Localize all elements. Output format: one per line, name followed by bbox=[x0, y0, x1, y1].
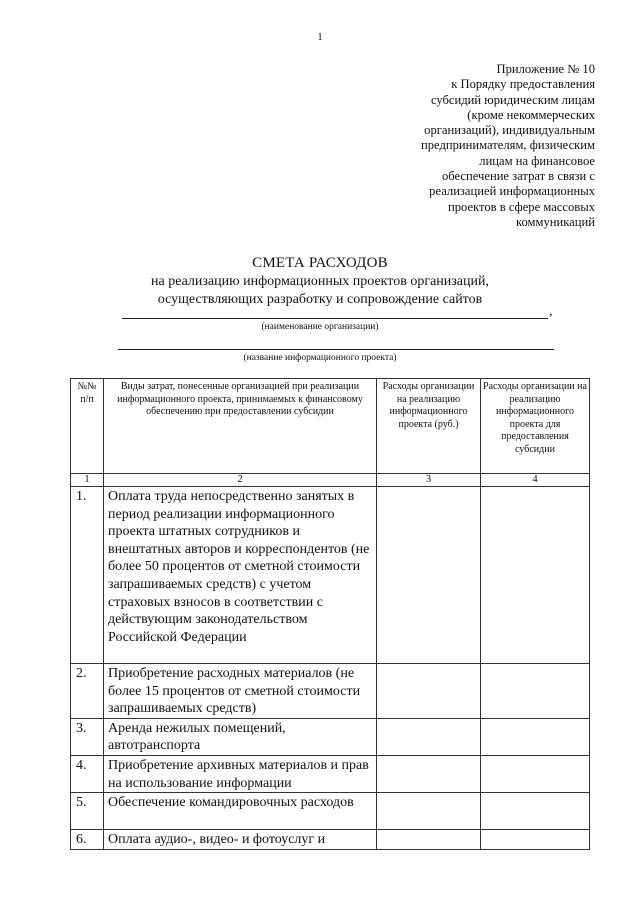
appendix-line: предпринимателям, физическим bbox=[421, 138, 595, 153]
header-organization-expenses: Расходы организации на реализацию информационного проекта (руб.) bbox=[377, 379, 481, 474]
column-number: 1 bbox=[71, 474, 104, 487]
table-row bbox=[71, 830, 590, 850]
row-organization-amount-cell[interactable] bbox=[377, 755, 481, 792]
row-expense-description: Обеспечение командировочных расходов bbox=[104, 793, 377, 830]
header-expense-type: Виды затрат, понесенные организацией при реализации информационного проекта, принимаемых к финансовому обеспечению при предоставлении субсидии bbox=[104, 379, 377, 474]
row-subsidy-amount-cell[interactable] bbox=[481, 793, 590, 830]
table-header-row bbox=[71, 379, 590, 474]
document-heading bbox=[0, 254, 640, 309]
row-expense-description: Оплата труда непосредственно занятых в период реализации информационного проекта штатных сотрудников и внештатных авторов и корреспондентов (не более 50 процентов от сметной стоимости запрашиваемых средств) с учетом страховых взносов в соответствии с действующим законодательством Российской Федерации bbox=[104, 487, 377, 664]
table-row bbox=[71, 755, 590, 792]
appendix-line: лицам на финансовое bbox=[479, 153, 595, 168]
column-number: 4 bbox=[481, 474, 590, 487]
row-number: 4. bbox=[71, 755, 104, 792]
organization-name-caption: (наименование организации) bbox=[261, 322, 379, 332]
row-expense-description: Оплата аудио-, видео- и фотоуслуг и bbox=[104, 830, 377, 850]
column-number: 3 bbox=[377, 474, 481, 487]
header-subsidy-expenses: Расходы организации на реализацию информационного проекта для предоставления субсидии bbox=[481, 379, 590, 474]
row-expense-description: Аренда нежилых помещений, автотранспорта bbox=[104, 718, 377, 755]
row-number: 3. bbox=[71, 718, 104, 755]
row-number: 5. bbox=[71, 793, 104, 830]
organization-name-line bbox=[122, 318, 548, 319]
document-subtitle-line-2: осуществляющих разработку и сопровождение сайтов bbox=[157, 292, 483, 307]
expense-estimate-table bbox=[70, 378, 590, 850]
row-subsidy-amount-cell[interactable] bbox=[481, 755, 590, 792]
row-organization-amount-cell[interactable] bbox=[377, 664, 481, 719]
table-row bbox=[71, 793, 590, 830]
appendix-line: проектов в сфере массовых bbox=[447, 199, 595, 214]
organization-line-comma: , bbox=[549, 304, 553, 319]
row-organization-amount-cell[interactable] bbox=[377, 793, 481, 830]
page-number: 1 bbox=[317, 31, 323, 43]
row-number: 6. bbox=[71, 830, 104, 850]
appendix-line: реализацией информационных bbox=[429, 184, 595, 199]
row-expense-description: Приобретение архивных материалов и прав на использование информации bbox=[104, 755, 377, 792]
row-expense-description: Приобретение расходных материалов (не более 15 процентов от сметной стоимости запрашиваемых средств) bbox=[104, 664, 377, 719]
table-row bbox=[71, 664, 590, 719]
column-number: 2 bbox=[104, 474, 377, 487]
table-row bbox=[71, 718, 590, 755]
appendix-line: коммуникаций bbox=[516, 214, 595, 229]
project-name-line bbox=[118, 349, 554, 350]
table-row bbox=[71, 487, 590, 664]
appendix-line: (кроме некоммерческих bbox=[467, 107, 595, 122]
row-subsidy-amount-cell[interactable] bbox=[481, 718, 590, 755]
row-subsidy-amount-cell[interactable] bbox=[481, 664, 590, 719]
document-subtitle-line-1: на реализацию информационных проектов организаций, bbox=[151, 274, 489, 289]
row-number: 1. bbox=[71, 487, 104, 664]
row-subsidy-amount-cell[interactable] bbox=[481, 487, 590, 664]
appendix-line: к Порядку предоставления bbox=[451, 77, 595, 92]
appendix-note bbox=[355, 62, 595, 230]
column-numbers-row bbox=[71, 474, 590, 487]
document-title: СМЕТА РАСХОДОВ bbox=[252, 255, 388, 271]
row-organization-amount-cell[interactable] bbox=[377, 718, 481, 755]
appendix-line: субсидий юридическим лицам bbox=[430, 92, 595, 107]
header-number: №№ п/п bbox=[71, 379, 104, 474]
row-organization-amount-cell[interactable] bbox=[377, 487, 481, 664]
project-name-caption: (название информационного проекта) bbox=[243, 353, 397, 363]
row-subsidy-amount-cell[interactable] bbox=[481, 830, 590, 850]
appendix-line: организаций), индивидуальным bbox=[424, 123, 595, 138]
row-number: 2. bbox=[71, 664, 104, 719]
appendix-line: обеспечение затрат в связи с bbox=[441, 169, 595, 184]
appendix-line: Приложение № 10 bbox=[496, 62, 595, 76]
row-organization-amount-cell[interactable] bbox=[377, 830, 481, 850]
